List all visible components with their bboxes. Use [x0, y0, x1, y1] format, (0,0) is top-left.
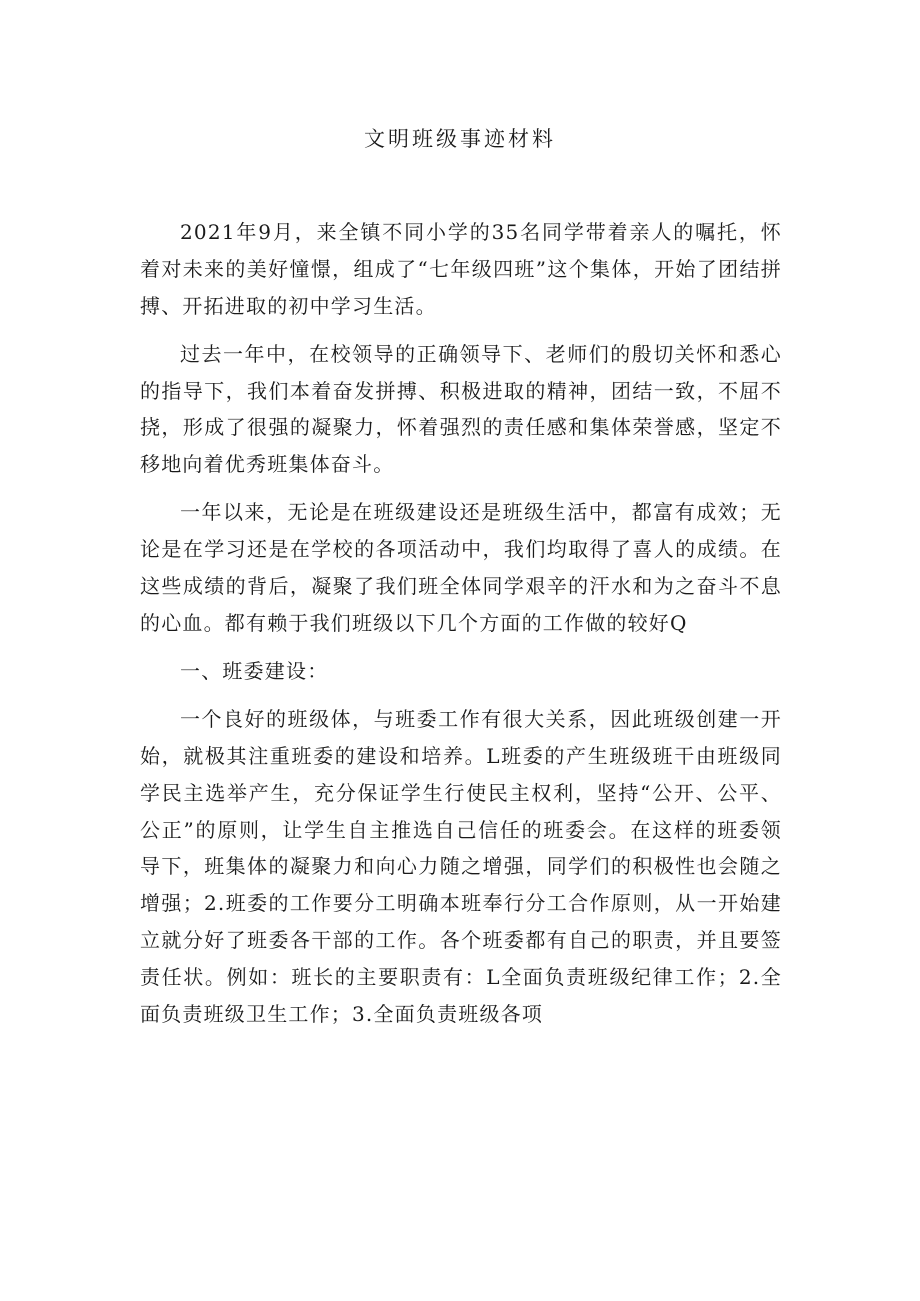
document-body — [140, 214, 782, 1044]
paragraph-intro: 2021年9月，来全镇不同小学的35名同学带着亲人的嘱托，怀着对未来的美好憧憬，组成了“七年级四班”这个集体，开始了团结拼搏、开拓进取的初中学习生活。 — [140, 220, 782, 318]
section-heading-committee: 一、班委建设： — [180, 658, 329, 683]
document-title: 文明班级事迹材料 — [364, 127, 556, 151]
paragraph-committee: 一个良好的班级体，与班委工作有很大关系，因此班级创建一开始，就极其注重班委的建设和培养。L班委的产生班级班干由班级同学民主选举产生，充分保证学生行使民主权利，坚持“公开、公平、公正”的原则，让学生自主推选自己信任的班委会。在这样的班委领导下，班集体的凝聚力和向心力随之增强，同学们的积极性也会随之增强；2.班委的工作要分工明确本班奉行分工合作原则，从一开始建立就分好了班委各干部的工作。各个班委都有自己的职责，并且要签责任状。例如：班长的主要职责有：L全面负责班级纪律工作；2.全面负责班级卫生工作；3.全面负责班级各项 — [140, 707, 782, 1026]
paragraph-past-year: 过去一年中，在校领导的正确领导下、老师们的殷切关怀和悉心的指导下，我们本着奋发拼搏、积极进取的精神，团结一致，不屈不挠，形成了很强的凝聚力，怀着强烈的责任感和集体荣誉感，坚定不移地向着优秀班集体奋斗。 — [140, 341, 782, 477]
paragraph-achievements: 一年以来，无论是在班级建设还是班级生活中，都富有成效；无论是在学习还是在学校的各项活动中，我们均取得了喜人的成绩。在这些成绩的背后，凝聚了我们班全体同学艰辛的汗水和为之奋斗不息的心血。都有赖于我们班级以下几个方面的工作做的较好Q — [140, 500, 782, 635]
